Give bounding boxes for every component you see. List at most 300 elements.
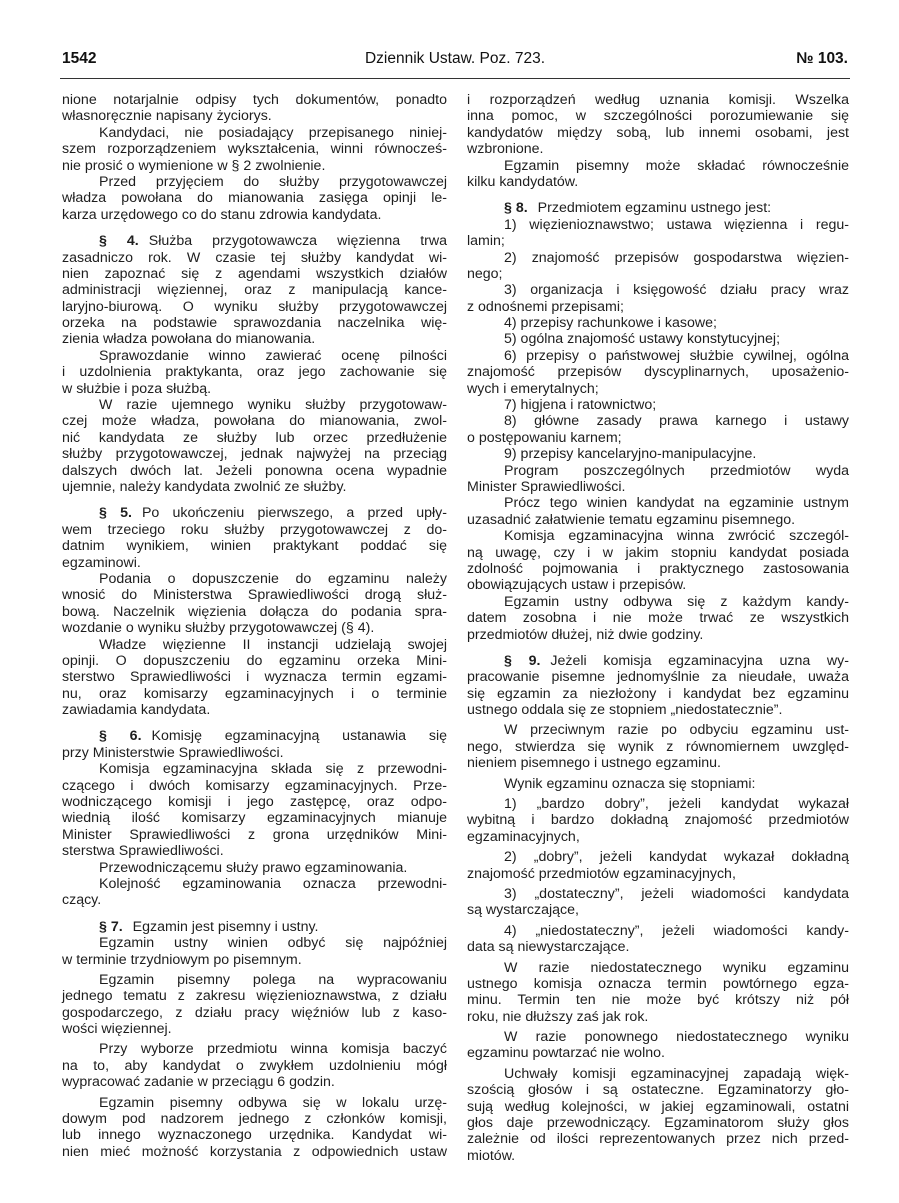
line-text: Minister Sprawiedliwości.	[467, 478, 626, 495]
line-text: Egzamin ustny winien odbyć się najpóźniej	[99, 935, 447, 952]
line-text: nien mieć możność korzystania z odpowiednich ustaw	[62, 1143, 447, 1160]
line-text: czący.	[62, 892, 102, 909]
line-text: 3) „dostateczny”, jeżeli wiadomości kandydata	[504, 885, 849, 902]
paragraph	[62, 637, 447, 719]
text-line	[62, 315, 447, 331]
text-line	[467, 1099, 849, 1115]
text-line	[62, 538, 447, 554]
text-line	[467, 960, 849, 976]
line-text: 4) „niedostateczny”, jeżeli wiadomości kandy-	[504, 922, 849, 939]
paragraph	[467, 217, 849, 250]
text-line	[62, 555, 447, 571]
text-line	[62, 728, 447, 744]
text-line	[467, 902, 849, 918]
line-text: nie prosić o wymienione w § 2 zwolnienie.	[62, 157, 326, 174]
line-text: W razie niedostatecznego wyniku egzaminu	[504, 959, 849, 976]
line-text: znajomość przepisów dyscyplinarnych, uposażenio-	[467, 364, 849, 381]
line-text: 3) organizacja i księgowość działu pracy wraz	[504, 282, 849, 299]
line-text: datnim wynikiem, winien praktykant poddać się	[62, 538, 447, 555]
line-text: w terminie trzydniowym po pisemnym.	[62, 951, 302, 968]
line-text: pracowanie pisemne jednomyślnie za nieudałe, uważa	[467, 669, 849, 686]
line-text: nieniem pisemnego i ustnego egzaminu.	[467, 755, 721, 772]
text-line	[467, 512, 849, 528]
text-line	[467, 381, 849, 397]
line-text: Władze więzienne II instancji udzielają swojej	[99, 636, 447, 653]
paragraph	[467, 776, 849, 792]
text-line	[467, 250, 849, 266]
paragraph	[467, 495, 849, 528]
text-line	[62, 174, 447, 190]
paragraph	[467, 796, 849, 845]
text-line	[467, 669, 849, 685]
text-line	[467, 1148, 849, 1164]
line-text: Przy wyborze przedmiotu winna komisja baczyć	[99, 1041, 447, 1058]
text-line	[467, 315, 849, 331]
line-text: czej może władza, powołana do mianowania, zwol-	[62, 413, 447, 430]
line-text: Program poszczególnych przedmiotów wyda	[504, 462, 849, 479]
line-text: i uzdolnienia praktykanta, oraz jego zachowanie się	[62, 364, 447, 381]
paragraph	[62, 397, 447, 495]
line-text: wozdanie o wyniku służby przygotowawczej (§ 4).	[62, 620, 375, 637]
line-text: przedmiotów dłużej, niż dwie godziny.	[467, 626, 704, 643]
text-line	[467, 200, 849, 216]
line-text: Służba przygotowawcza więzienna trwa	[148, 233, 448, 250]
line-text: zasadniczo rok. W czasie tej służby kandydat wi-	[62, 249, 447, 266]
text-line	[62, 587, 447, 603]
text-line	[467, 627, 849, 643]
text-line	[62, 761, 447, 777]
text-line	[467, 348, 849, 364]
text-line	[62, 397, 447, 413]
text-line	[467, 495, 849, 511]
line-text: Kandydaci, nie posiadający przepisanego niniej-	[99, 124, 447, 141]
text-line	[467, 158, 849, 174]
line-text: 5) ogólna znajomość ustawy konstytucyjnej;	[504, 331, 781, 348]
text-line	[467, 331, 849, 347]
text-line	[467, 886, 849, 902]
text-line	[62, 446, 447, 462]
paragraph	[62, 1041, 447, 1090]
text-line	[62, 1021, 447, 1037]
paragraph	[467, 397, 849, 413]
line-text: Podania o dopuszczenie do egzaminu należy	[99, 570, 447, 587]
text-line	[62, 1144, 447, 1160]
line-text: wości więziennej.	[62, 1021, 172, 1038]
line-text: czącego i dwóch komisarzy egzaminacyjnych. Prze-	[62, 777, 447, 794]
paragraph	[467, 250, 849, 283]
text-line	[467, 923, 849, 939]
text-line	[467, 174, 849, 190]
line-text: Przewodniczącemu służy prawo egzaminowania.	[99, 859, 408, 876]
text-line	[467, 849, 849, 865]
text-line	[467, 561, 849, 577]
text-line	[467, 992, 849, 1008]
text-line	[467, 686, 849, 702]
paragraph	[467, 446, 849, 462]
line-text: 1) więzienioznawstwo; ustawa więzienna i regu-	[504, 216, 849, 233]
text-line	[62, 972, 447, 988]
text-line	[467, 364, 849, 380]
line-text: władza powołana do mianowania zasięga opinji le-	[62, 190, 447, 207]
text-line	[62, 141, 447, 157]
text-line	[467, 413, 849, 429]
line-text: 6) przepisy o państwowej służbie cywilnej, ogólna	[504, 347, 849, 364]
paragraph	[62, 125, 447, 174]
line-text: 4) przepisy rachunkowe i kasowe;	[504, 315, 717, 332]
paragraph	[62, 860, 447, 876]
line-text: wnosić do Ministerstwa Sprawiedliwości drogą służ-	[62, 587, 447, 604]
text-line	[62, 364, 447, 380]
text-line	[467, 1131, 849, 1147]
line-text: egzaminacyjnych,	[467, 828, 580, 845]
line-text: z odnośnemi przepisami;	[467, 298, 624, 315]
paragraph	[467, 348, 849, 397]
text-line	[467, 397, 849, 413]
journal-title: Dziennik Ustaw. Poz. 723.	[364, 50, 546, 67]
section-paragraph	[62, 233, 447, 348]
paragraph	[62, 1095, 447, 1161]
page-number: 1542	[62, 50, 97, 67]
section-number: § 6.	[99, 728, 142, 745]
text-line	[62, 299, 447, 315]
text-line	[62, 381, 447, 397]
line-text: zdolność pojmowania i praktycznego zastosowania	[467, 560, 849, 577]
line-text: ustnego komisja oznacza termin powtórnego egza-	[467, 975, 849, 992]
line-text: roku, nie dłuższy zaś jak rok.	[467, 1008, 649, 1025]
text-line	[467, 108, 849, 124]
line-text: szością głosów i są ostateczne. Egzaminatorzy gło-	[467, 1082, 849, 1099]
line-text: karza urzędowego co do stanu zdrowia kandydata.	[62, 206, 382, 223]
text-line	[62, 108, 447, 124]
line-text: zienia władza powołana do mianowania.	[62, 331, 316, 348]
text-line	[62, 190, 447, 206]
line-text: Komisja egzaminacyjna winna zwrócić szczegól-	[504, 528, 849, 545]
section-number: § 8.	[504, 200, 528, 217]
line-text: minu. Termin ten nie może być krótszy niż pół	[467, 992, 849, 1009]
line-text: sterstwa Sprawiedliwości.	[62, 843, 224, 860]
section-number: § 9.	[504, 652, 541, 669]
text-line	[467, 1045, 849, 1061]
line-text: znajomość przedmiotów egzaminacyjnych,	[467, 865, 736, 882]
text-line	[467, 939, 849, 955]
line-text: Uchwały komisji egzaminacyjnej zapadają więk-	[504, 1065, 849, 1082]
paragraph	[467, 1029, 849, 1062]
text-line	[62, 266, 447, 282]
paragraph	[62, 92, 447, 125]
text-line	[467, 545, 849, 561]
text-line	[62, 1041, 447, 1057]
text-line	[467, 739, 849, 755]
text-line	[467, 217, 849, 233]
paragraph	[62, 972, 447, 1038]
line-text: Minister Sprawiedliwości z grona urzędników Mini-	[62, 826, 447, 843]
paragraph	[467, 158, 849, 191]
line-text: o postępowaniu karnem;	[467, 429, 622, 446]
text-line	[62, 702, 447, 718]
line-text: W razie ponownego niedostatecznego wyniku	[504, 1029, 849, 1046]
paragraph	[467, 594, 849, 643]
text-line	[62, 250, 447, 266]
text-line	[467, 141, 849, 157]
section-paragraph	[467, 653, 849, 719]
text-line	[467, 776, 849, 792]
line-text: są wystarczające,	[467, 902, 579, 919]
text-line	[62, 778, 447, 794]
text-line	[62, 158, 447, 174]
paragraph	[467, 315, 849, 331]
paragraph	[467, 463, 849, 496]
text-line	[62, 331, 447, 347]
text-line	[62, 919, 447, 935]
line-text: ujemnie, należy kandydata zwolnić ze służby.	[62, 478, 347, 495]
line-text: nić kandydata ze służby lub orzec przedłużenie	[62, 429, 447, 446]
paragraph	[467, 923, 849, 956]
line-text: Kolejność egzaminowania oznacza przewodni-	[99, 875, 447, 892]
line-text: Egzamin pisemny odbywa się w lokalu urzę-	[99, 1094, 447, 1111]
line-text: Komisja egzaminacyjna składa się z przewodni-	[99, 761, 447, 778]
section-paragraph	[62, 728, 447, 761]
text-line	[62, 827, 447, 843]
line-text: ną uwagę, czy i w jakim stopniu kandydat posiada	[467, 544, 849, 561]
text-line	[467, 577, 849, 593]
section-number: § 5.	[99, 505, 132, 522]
paragraph	[62, 174, 447, 223]
text-line	[62, 125, 447, 141]
line-text: 1) „bardzo dobry”, jeżeli kandydat wykazał	[504, 796, 849, 813]
paragraph	[467, 92, 849, 158]
text-line	[62, 348, 447, 364]
text-line	[467, 722, 849, 738]
text-line	[467, 92, 849, 108]
text-line	[62, 479, 447, 495]
text-line	[62, 745, 447, 761]
text-line	[467, 1066, 849, 1082]
line-text: Egzamin jest pisemny i ustny.	[132, 918, 319, 935]
line-text: inna pomoc, w szczególności porozumiewanie się	[467, 108, 849, 125]
line-text: szem rozporządzeniem wykształcenia, winni równocześ-	[62, 141, 447, 158]
text-line	[62, 653, 447, 669]
line-text: Egzamin ustny odbywa się z każdym kandy-	[504, 593, 849, 610]
line-text: laryjno-biurową. O wyniku służby przygotowawczej	[62, 298, 447, 315]
text-line	[467, 1115, 849, 1131]
text-line	[62, 952, 447, 968]
line-text: Wynik egzaminu oznacza się stopniami:	[504, 775, 756, 792]
section-paragraph	[62, 505, 447, 571]
text-line	[62, 794, 447, 810]
paragraph	[62, 571, 447, 637]
line-text: opinji. O dopuszczeniu do egzaminu orzeka Mini-	[62, 652, 447, 669]
text-line	[62, 207, 447, 223]
text-line	[62, 463, 447, 479]
text-line	[467, 282, 849, 298]
text-line	[467, 1009, 849, 1025]
text-line	[62, 571, 447, 587]
line-text: nego, stwierdza się wynik z równomiernem uwzględ-	[467, 738, 849, 755]
paragraph	[467, 528, 849, 594]
line-text: Prócz tego winien kandydat na egzaminie ustnym	[504, 495, 849, 512]
text-line	[62, 1127, 447, 1143]
line-text: lub innego wyznaczonego urzędnika. Kandydat wi-	[62, 1127, 447, 1144]
line-text: uzasadnić załatwienie tematu egzaminu pisemnego.	[467, 511, 796, 528]
text-line	[62, 637, 447, 653]
line-text: kandydatów między sobą, lub innemi osobami, jest	[467, 124, 849, 141]
line-text: Egzamin pisemny polega na wypracowaniu	[99, 971, 447, 988]
line-text: obowiązujących ustaw i przepisów.	[467, 577, 687, 594]
text-line	[467, 866, 849, 882]
line-text: i rozporządzeń według uznania komisji. Wszelka	[467, 92, 849, 108]
line-text: bową. Naczelnik więzienia dołącza do podania spra-	[62, 603, 447, 620]
line-text: administracji więziennej, oraz z manipulacją kance-	[62, 282, 447, 299]
text-line	[467, 796, 849, 812]
paragraph	[467, 722, 849, 771]
line-text: służby przygotowawczej, jednak najwyżej na przeciąg	[62, 446, 447, 463]
line-text: wych i emerytalnych;	[467, 380, 599, 397]
line-text: orzeka na podstawie sprawozdania naczelnika wię-	[62, 315, 447, 332]
section-number: § 4.	[99, 233, 139, 250]
paragraph	[467, 1066, 849, 1164]
text-line	[62, 505, 447, 521]
line-text: Sprawozdanie winno zawierać ocenę pilności	[99, 347, 447, 364]
line-text: przy Ministerstwie Sprawiedliwości.	[62, 744, 284, 761]
paragraph	[467, 849, 849, 882]
text-line	[62, 686, 447, 702]
text-line	[62, 810, 447, 826]
line-text: dowym pod nadzorem jednego z członków komisji,	[62, 1111, 447, 1128]
text-line	[62, 1095, 447, 1111]
header-rule	[60, 78, 850, 79]
paragraph	[467, 413, 849, 446]
text-line	[467, 829, 849, 845]
text-line	[467, 653, 849, 669]
text-line	[467, 812, 849, 828]
right-column	[467, 92, 849, 1164]
text-line	[62, 1058, 447, 1074]
line-text: lamin;	[467, 233, 505, 250]
paragraph	[62, 876, 447, 909]
text-line	[467, 125, 849, 141]
line-text: głos daje przewodniczący. Egzaminatorom służy głos	[467, 1115, 849, 1132]
line-text: zawiadamia kandydata.	[62, 702, 211, 719]
text-line	[467, 610, 849, 626]
text-line	[62, 92, 447, 108]
line-text: wzbronione.	[467, 141, 544, 158]
text-line	[467, 266, 849, 282]
line-text: na to, aby kandydat o zwykłem uzdolnieniu mógł	[62, 1057, 447, 1074]
line-text: jednego tematu z zakresu więzienioznawstwa, z działu	[62, 988, 447, 1005]
text-line	[62, 1111, 447, 1127]
paragraph	[467, 886, 849, 919]
section-number: § 7.	[99, 918, 123, 935]
text-line	[467, 594, 849, 610]
line-text: nego;	[467, 265, 503, 282]
paragraph	[62, 935, 447, 968]
text-line	[467, 702, 849, 718]
section-paragraph	[467, 200, 849, 216]
line-text: miotów.	[467, 1147, 516, 1164]
line-text: wypracować zadanie w przeciągu 6 godzin.	[62, 1074, 335, 1091]
line-text: Po ukończeniu pierwszego, a przed upły-	[141, 505, 447, 522]
paragraph	[467, 282, 849, 315]
text-line	[467, 446, 849, 462]
line-text: W razie ujemnego wyniku służby przygotowaw-	[99, 397, 447, 414]
text-line	[467, 299, 849, 315]
line-text: dalszych dwóch lat. Jeżeli ponowna ocena wypadnie	[62, 462, 447, 479]
line-text: egzaminowi.	[62, 554, 141, 571]
text-line	[62, 876, 447, 892]
left-column	[62, 92, 447, 1160]
issue-number: № 103.	[796, 50, 848, 67]
line-text: własnoręcznie napisany życiorys.	[62, 108, 272, 125]
line-text: 2) znajomość przepisów gospodarstwa więzien-	[504, 249, 849, 266]
line-text: sterstwo Sprawiedliwości i wyznacza termin egzami-	[62, 669, 447, 686]
text-line	[62, 522, 447, 538]
text-line	[467, 463, 849, 479]
text-line	[467, 755, 849, 771]
line-text: 9) przepisy kancelaryjno-manipulacyjne.	[504, 446, 757, 463]
line-text: w służbie i poza służbą.	[62, 380, 212, 397]
line-text: datem zosobna i nie może trwać ze wszystkich	[467, 610, 849, 627]
text-line	[467, 1082, 849, 1098]
text-line	[62, 413, 447, 429]
line-text: wybitną i bardzo dokładną znajomość przedmiotów	[467, 812, 849, 829]
text-line	[62, 892, 447, 908]
text-line	[467, 528, 849, 544]
text-line	[62, 1005, 447, 1021]
line-text: sują według kolejności, w jakiej egzaminowali, ostatni	[467, 1098, 849, 1115]
line-text: nien zapoznać się z agendami wszystkich działów	[62, 265, 447, 282]
line-text: Egzamin pisemny może składać równocześnie	[504, 157, 849, 174]
line-text: 8) główne zasady prawa karnego i ustawy	[504, 413, 849, 430]
text-line	[62, 843, 447, 859]
line-text: ustnego oddala się ze stopniem „niedostatecznie”.	[467, 702, 783, 719]
paragraph	[62, 761, 447, 859]
text-line	[62, 860, 447, 876]
text-line	[62, 604, 447, 620]
text-line	[62, 282, 447, 298]
line-text: 2) „dobry”, jeżeli kandydat wykazał dokładną	[504, 849, 849, 866]
line-text: wodniczącego komisji i jego zastępcę, oraz odpo-	[62, 794, 447, 811]
line-text: nione notarjalnie odpisy tych dokumentów, ponadto	[62, 92, 447, 108]
paragraph	[467, 331, 849, 347]
text-line	[467, 430, 849, 446]
line-text: zależnie od ilości reprezentowanych przez nich przed-	[467, 1131, 849, 1148]
line-text: Jeżeli komisja egzaminacyjna uzna wy-	[550, 652, 849, 669]
line-text: kilku kandydatów.	[467, 173, 579, 190]
paragraph	[467, 960, 849, 1026]
line-text: data są niewystarczające.	[467, 939, 630, 956]
text-line	[62, 233, 447, 249]
text-line	[62, 935, 447, 951]
section-paragraph	[62, 919, 447, 935]
line-text: Przed przyjęciem do służby przygotowawczej	[99, 173, 447, 190]
line-text: się egzamin za niezłożony i kandydat bez egzaminu	[467, 685, 849, 702]
text-line	[467, 233, 849, 249]
text-line	[62, 988, 447, 1004]
line-text: W przeciwnym razie po odbyciu egzaminu ust-	[504, 722, 849, 739]
text-line	[62, 1074, 447, 1090]
paragraph	[62, 348, 447, 397]
text-line	[467, 976, 849, 992]
line-text: Przedmiotem egzaminu ustnego jest:	[537, 200, 772, 217]
line-text: 7) higjena i ratownictwo;	[504, 397, 657, 414]
line-text: wiednią ilość komisarzy egzaminacyjnych mianuje	[62, 810, 447, 827]
text-line	[467, 479, 849, 495]
line-text: wem trzeciego roku służby przygotowawczej z do-	[62, 521, 447, 538]
text-line	[62, 430, 447, 446]
page-header	[62, 50, 848, 70]
line-text: egzaminu powtarzać nie wolno.	[467, 1045, 665, 1062]
text-line	[62, 669, 447, 685]
